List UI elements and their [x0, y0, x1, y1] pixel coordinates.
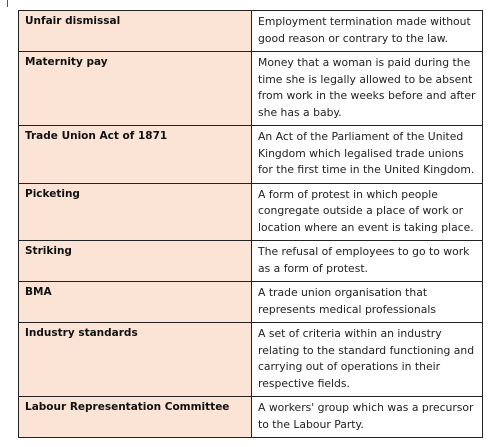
definition-cell: Money that a woman is paid during the time she is legally allowed to be absent from work in the weeks before and after she has a baby.: [252, 52, 483, 126]
table-row: [19, 52, 483, 126]
table-row: [19, 241, 483, 282]
definition-cell: Employment termination made without good reason or contrary to the law.: [252, 11, 483, 52]
term-cell: Unfair dismissal: [19, 11, 252, 52]
table-row: [19, 11, 483, 52]
table-row: [19, 183, 483, 241]
table-row: [19, 397, 483, 438]
definition-cell: The refusal of employees to go to work as a form of protest.: [252, 241, 483, 282]
definition-cell: A form of protest in which people congregate outside a place of work or location where an event is taking place.: [252, 183, 483, 241]
term-cell: Picketing: [19, 183, 252, 241]
glossary-table: [18, 10, 483, 438]
term-cell: Trade Union Act of 1871: [19, 126, 252, 184]
term-cell: Maternity pay: [19, 52, 252, 126]
term-cell: BMA: [19, 282, 252, 323]
corner-mark: [7, 0, 8, 7]
definition-cell: A trade union organisation that represents medical professionals: [252, 282, 483, 323]
table-row: [19, 126, 483, 184]
definition-cell: A workers' group which was a precursor to the Labour Party.: [252, 397, 483, 438]
term-cell: Striking: [19, 241, 252, 282]
definition-cell: An Act of the Parliament of the United Kingdom which legalised trade unions for the first time in the United Kingdom.: [252, 126, 483, 184]
table-row: [19, 282, 483, 323]
table-row: [19, 323, 483, 397]
term-cell: Labour Representation Committee: [19, 397, 252, 438]
term-cell: Industry standards: [19, 323, 252, 397]
definition-cell: A set of criteria within an industry relating to the standard functioning and carrying out of operations in their respective fields.: [252, 323, 483, 397]
